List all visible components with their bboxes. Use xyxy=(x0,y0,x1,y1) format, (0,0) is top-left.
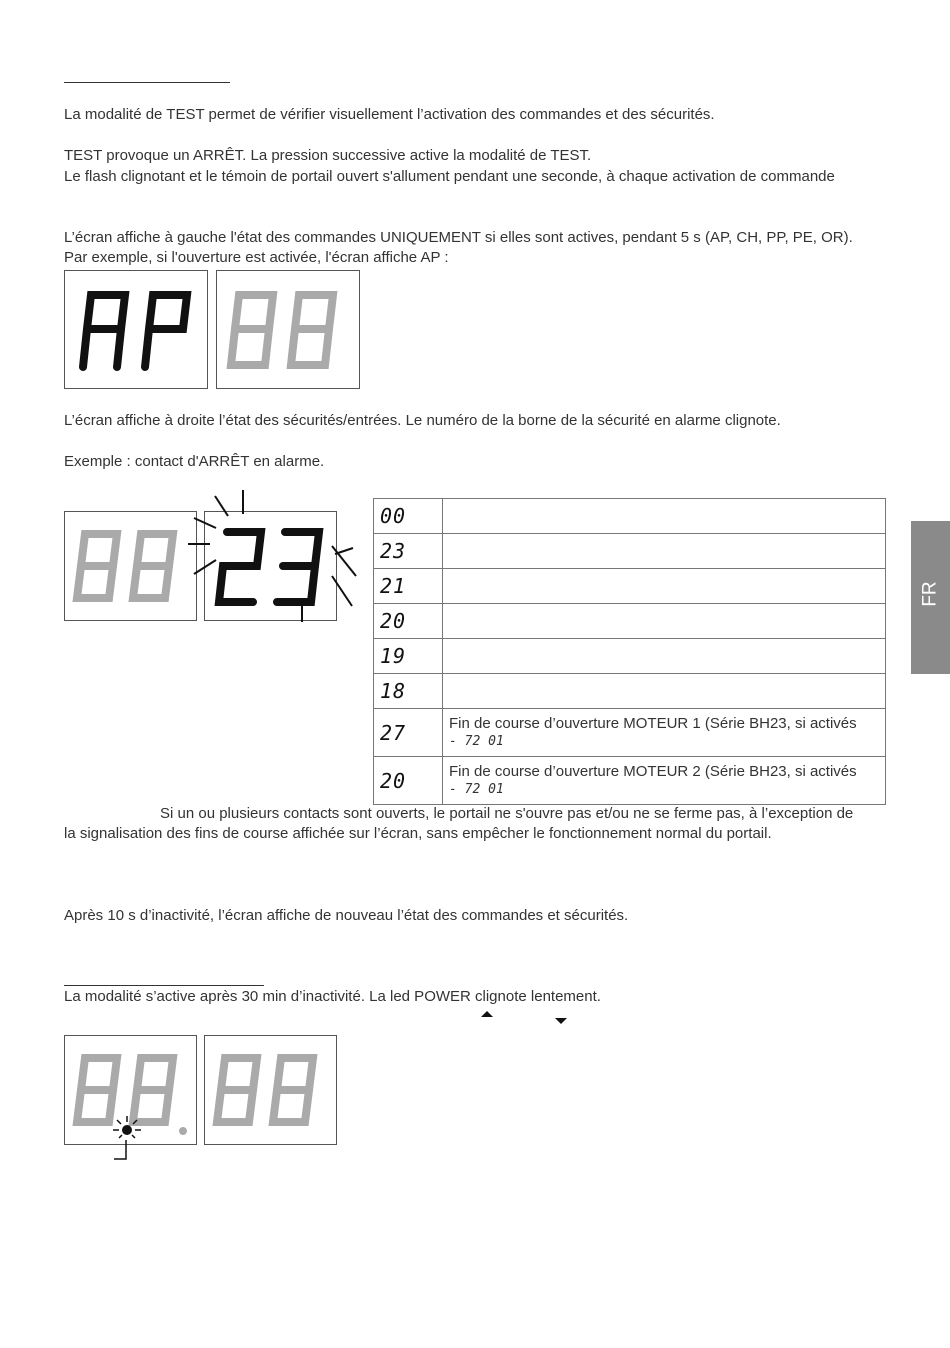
code-cell: 23 xyxy=(380,539,407,563)
paragraph-example-ap: Par exemple, si l'ouverture est activée, l'écran affiche AP : xyxy=(64,249,449,266)
led-pointer-line xyxy=(110,1138,150,1178)
paragraph-standby: La modalité s’active après 30 min d’inactivité. La led POWER clignote lentement. xyxy=(64,988,601,1005)
language-tab-label: FR xyxy=(919,581,941,607)
paragraph-test-stop: TEST provoque un ARRÊT. La pression successive active la modalité de TEST. xyxy=(64,147,592,164)
code-cell: 00 xyxy=(380,504,407,528)
desc-cell xyxy=(443,499,886,534)
desc-cell xyxy=(443,639,886,674)
paragraph-inactivity: Après 10 s d’inactivité, l’écran affiche de nouveau l’état des commandes et sécurités. xyxy=(64,907,629,924)
table-row xyxy=(374,534,886,569)
desc-subcode: - 72 01 xyxy=(449,733,504,749)
desc-cell xyxy=(443,534,886,569)
code-cell: 20 xyxy=(380,768,407,793)
table-row xyxy=(374,604,886,639)
display-left-ap xyxy=(64,270,208,389)
desc-cell: Fin de course d’ouverture MOTEUR 1 (Série BH23, si activés xyxy=(449,714,857,732)
seven-segment-ap xyxy=(65,271,207,388)
desc-subcode: - 72 01 xyxy=(449,781,504,797)
section-rule-standby xyxy=(64,985,264,986)
alarm-code-table xyxy=(373,498,886,805)
display-left-standby xyxy=(64,1035,197,1145)
language-tab xyxy=(911,521,950,674)
paragraph-test-intro: La modalité de TEST permet de vérifier visuellement l’activation des commandes et des sécurités. xyxy=(64,106,715,123)
blink-rays xyxy=(180,486,360,636)
code-cell: 19 xyxy=(380,644,407,668)
paragraph-test-flash: Le flash clignotant et le témoin de portail ouvert s'allument pendant une seconde, à chaque activation de commande xyxy=(64,168,835,185)
code-cell: 21 xyxy=(380,574,407,598)
section-rule-top xyxy=(64,82,230,83)
desc-cell xyxy=(443,604,886,639)
paragraph-limit-switch: la signalisation des fins de course affichée sur l’écran, sans empêcher le fonctionnement normal du portail. xyxy=(64,825,772,842)
up-arrow-icon xyxy=(481,1011,493,1017)
display-right-88 xyxy=(216,270,360,389)
paragraph-left-display: L’écran affiche à gauche l'état des commandes UNIQUEMENT si elles sont actives, pendant 5 s (AP, CH, PP, PE, OR). xyxy=(64,229,853,246)
seven-segment-88-inactive xyxy=(65,512,196,620)
desc-cell xyxy=(443,569,886,604)
table-row xyxy=(374,674,886,709)
table-row xyxy=(374,757,886,805)
paragraph-right-display: L’écran affiche à droite l’état des sécurités/entrées. Le numéro de la borne de la sécurité en alarme clignote. xyxy=(64,412,781,429)
code-cell: 20 xyxy=(380,609,407,633)
desc-cell xyxy=(443,674,886,709)
display-left-88 xyxy=(64,511,197,621)
desc-cell: Fin de course d’ouverture MOTEUR 2 (Série BH23, si activés xyxy=(449,762,857,780)
seven-segment-88-dot xyxy=(65,1036,196,1144)
table-row xyxy=(374,499,886,534)
seven-segment-88-inactive xyxy=(205,1036,336,1144)
paragraph-example-stop: Exemple : contact d'ARRÊT en alarme. xyxy=(64,453,325,470)
paragraph-contacts-open: Si un ou plusieurs contacts sont ouverts, le portail ne s'ouvre pas et/ou ne se ferme pas, à l’exception de xyxy=(160,805,854,822)
table-row xyxy=(374,709,886,757)
code-cell: 18 xyxy=(380,679,407,703)
display-right-standby xyxy=(204,1035,337,1145)
code-cell: 27 xyxy=(380,720,407,745)
table-row xyxy=(374,569,886,604)
seven-segment-88-inactive xyxy=(217,271,359,388)
table-row xyxy=(374,639,886,674)
down-arrow-icon xyxy=(555,1018,567,1024)
